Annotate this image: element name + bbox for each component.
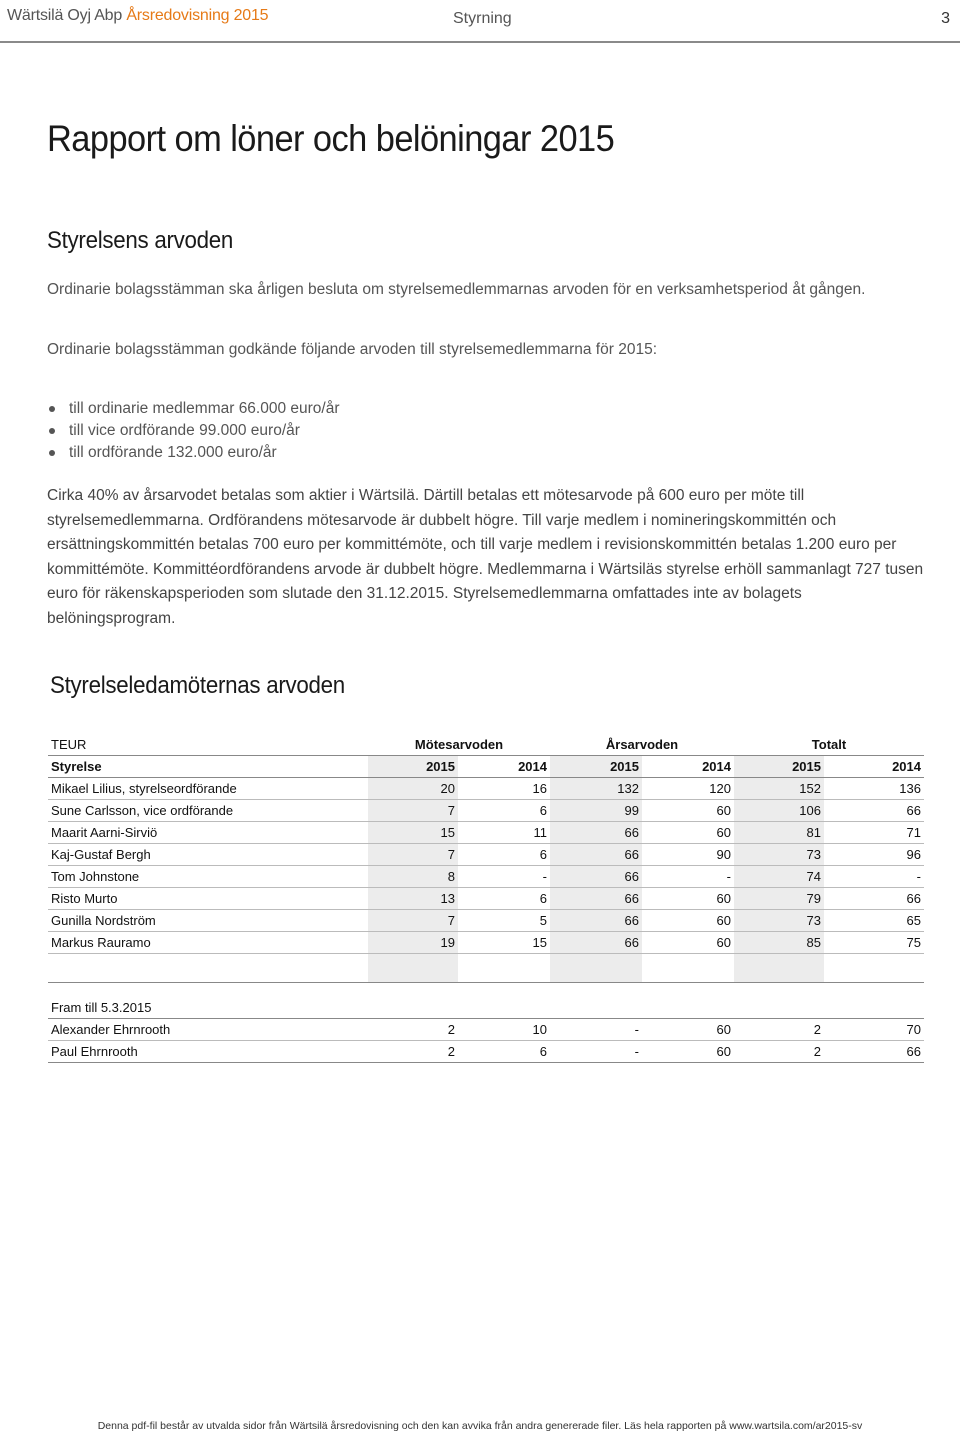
fee-value: 15: [458, 932, 550, 954]
fee-value: 10: [458, 1019, 550, 1041]
fee-value: -: [458, 866, 550, 888]
fee-value: 19: [368, 932, 458, 954]
table-row: [48, 866, 924, 888]
table-row: [48, 1019, 924, 1041]
fee-value: 65: [824, 910, 924, 932]
fee-value: 60: [642, 1041, 734, 1063]
member-name: Gunilla Nordström: [48, 910, 368, 932]
board-fees-heading: Styrelsens arvoden: [47, 227, 234, 254]
year-header: 2015: [368, 756, 458, 778]
fee-value: 81: [734, 822, 824, 844]
member-name: Sune Carlsson, vice ordförande: [48, 800, 368, 822]
fee-value: 71: [824, 822, 924, 844]
fee-value: 73: [734, 910, 824, 932]
fee-value: 8: [368, 866, 458, 888]
table-spacer-row: [48, 954, 924, 983]
fee-value: 90: [642, 844, 734, 866]
fee-value: 96: [824, 844, 924, 866]
fee-value: 60: [642, 800, 734, 822]
member-name: Mikael Lilius, styrelseordförande: [48, 778, 368, 800]
fee-value: 79: [734, 888, 824, 910]
group-annual-fees: Årsarvoden: [550, 734, 734, 756]
fee-value: -: [550, 1041, 642, 1063]
table-row: [48, 932, 924, 954]
page-header: [0, 0, 960, 43]
paragraph-2: Ordinarie bolagsstämman godkände följande arvoden till styrelsemedlemmarna för 2015:: [47, 341, 657, 358]
table-year-header: [48, 756, 924, 778]
fee-value: 85: [734, 932, 824, 954]
bullet-item: till ordinarie medlemmar 66.000 euro/år: [47, 398, 340, 420]
group-meeting-fees: Mötesarvoden: [368, 734, 550, 756]
fee-value: 6: [458, 1041, 550, 1063]
fee-value: 15: [368, 822, 458, 844]
page-footer: Denna pdf-fil består av utvalda sidor från Wärtsilä årsredovisning och den kan avvika från andra genererade filer. Läs hela rapporten på www.wartsila.com/ar2015-sv: [97, 1420, 863, 1432]
fee-value: 99: [550, 800, 642, 822]
member-name: Markus Rauramo: [48, 932, 368, 954]
fee-value: 66: [550, 888, 642, 910]
fee-value: 6: [458, 800, 550, 822]
fee-value: 6: [458, 888, 550, 910]
table-row: [48, 844, 924, 866]
year-header: 2014: [458, 756, 550, 778]
fee-value: 66: [824, 1041, 924, 1063]
member-name: Kaj-Gustaf Bergh: [48, 844, 368, 866]
fee-value: 152: [734, 778, 824, 800]
former-members-label: Fram till 5.3.2015: [48, 997, 368, 1019]
fee-value: 7: [368, 844, 458, 866]
unit-label: TEUR: [48, 734, 368, 756]
bullet-item: till ordförande 132.000 euro/år: [47, 442, 340, 464]
fee-value: 136: [824, 778, 924, 800]
table-row: [48, 800, 924, 822]
fee-value: 73: [734, 844, 824, 866]
fee-value: 13: [368, 888, 458, 910]
page-title: Rapport om löner och belöningar 2015: [47, 118, 615, 159]
table-row: [48, 778, 924, 800]
bullet-item: till vice ordförande 99.000 euro/år: [47, 420, 340, 442]
row-header-label: Styrelse: [48, 756, 368, 778]
year-header: 2015: [734, 756, 824, 778]
bullet-dot-icon: [49, 406, 55, 412]
member-name: Tom Johnstone: [48, 866, 368, 888]
header-section: Styrning: [453, 10, 512, 27]
table-row: [48, 910, 924, 932]
fee-value: 66: [550, 932, 642, 954]
page-number: 3: [941, 10, 950, 27]
fee-value: 6: [458, 844, 550, 866]
fee-value: 7: [368, 800, 458, 822]
table-heading: Styrelseledamöternas arvoden: [50, 672, 345, 699]
fee-value: 75: [824, 932, 924, 954]
member-name: Risto Murto: [48, 888, 368, 910]
company-name: Wärtsilä Oyj Abp: [7, 7, 123, 24]
fee-value: 2: [368, 1019, 458, 1041]
fee-value: 60: [642, 910, 734, 932]
bullet-dot-icon: [49, 428, 55, 434]
fee-value: 70: [824, 1019, 924, 1041]
report-name: Årsredovisning 2015: [126, 7, 269, 24]
fee-value: -: [642, 866, 734, 888]
table-row: [48, 888, 924, 910]
fee-value: 7: [368, 910, 458, 932]
fee-value: 120: [642, 778, 734, 800]
table-group-header: [48, 734, 924, 756]
fee-value: 66: [824, 888, 924, 910]
fee-value: 60: [642, 822, 734, 844]
member-name: Alexander Ehrnrooth: [48, 1019, 368, 1041]
fee-value: 66: [550, 910, 642, 932]
fee-value: 2: [368, 1041, 458, 1063]
fee-bullet-list: [47, 398, 340, 464]
bullet-dot-icon: [49, 450, 55, 456]
fee-value: 66: [550, 844, 642, 866]
fee-value: 132: [550, 778, 642, 800]
fees-table: [48, 734, 924, 1063]
fee-value: 66: [550, 866, 642, 888]
header-company: [7, 7, 268, 25]
fee-value: 16: [458, 778, 550, 800]
fee-value: 66: [550, 822, 642, 844]
fee-value: 106: [734, 800, 824, 822]
paragraph-1: Ordinarie bolagsstämman ska årligen besluta om styrelsemedlemmarnas arvoden för en verksamhetsperiod åt gången.: [47, 281, 866, 298]
year-header: 2014: [642, 756, 734, 778]
fee-value: -: [550, 1019, 642, 1041]
fee-value: 5: [458, 910, 550, 932]
fee-value: 2: [734, 1019, 824, 1041]
member-name: Paul Ehrnrooth: [48, 1041, 368, 1063]
table-subheader-row: [48, 997, 924, 1019]
fee-value: 74: [734, 866, 824, 888]
fee-value: 66: [824, 800, 924, 822]
year-header: 2014: [824, 756, 924, 778]
year-header: 2015: [550, 756, 642, 778]
table-row: [48, 822, 924, 844]
group-total: Totalt: [734, 734, 924, 756]
table-row: [48, 1041, 924, 1063]
fee-value: 20: [368, 778, 458, 800]
fee-value: -: [824, 866, 924, 888]
fee-value: 60: [642, 888, 734, 910]
fee-value: 60: [642, 1019, 734, 1041]
member-name: Maarit Aarni-Sirviö: [48, 822, 368, 844]
body-paragraph: Cirka 40% av årsarvodet betalas som aktier i Wärtsilä. Därtill betalas ett mötesarvode på 600 euro per möte till styrelsemedlemmarna. Ordförandens mötesarvode är dubbelt högre. Till varje medlem i nomineringskommittén och ersättningskommittén betalas 700 euro per kommittémöte, och till varje medlem i revisionskommittén betalas 1.200 euro per kommittémöte. Kommittéordförandens arvode är dubbelt högre. Medlemmarna i Wärtsiläs styrelse erhöll sammanlagt 727 tusen euro för räkenskapsperioden som slutade den 31.12.2015. Styrelsemedlemmarna omfattades inte av bolagets belöningsprogram.: [47, 487, 924, 627]
fee-value: 60: [642, 932, 734, 954]
fee-value: 11: [458, 822, 550, 844]
fee-value: 2: [734, 1041, 824, 1063]
